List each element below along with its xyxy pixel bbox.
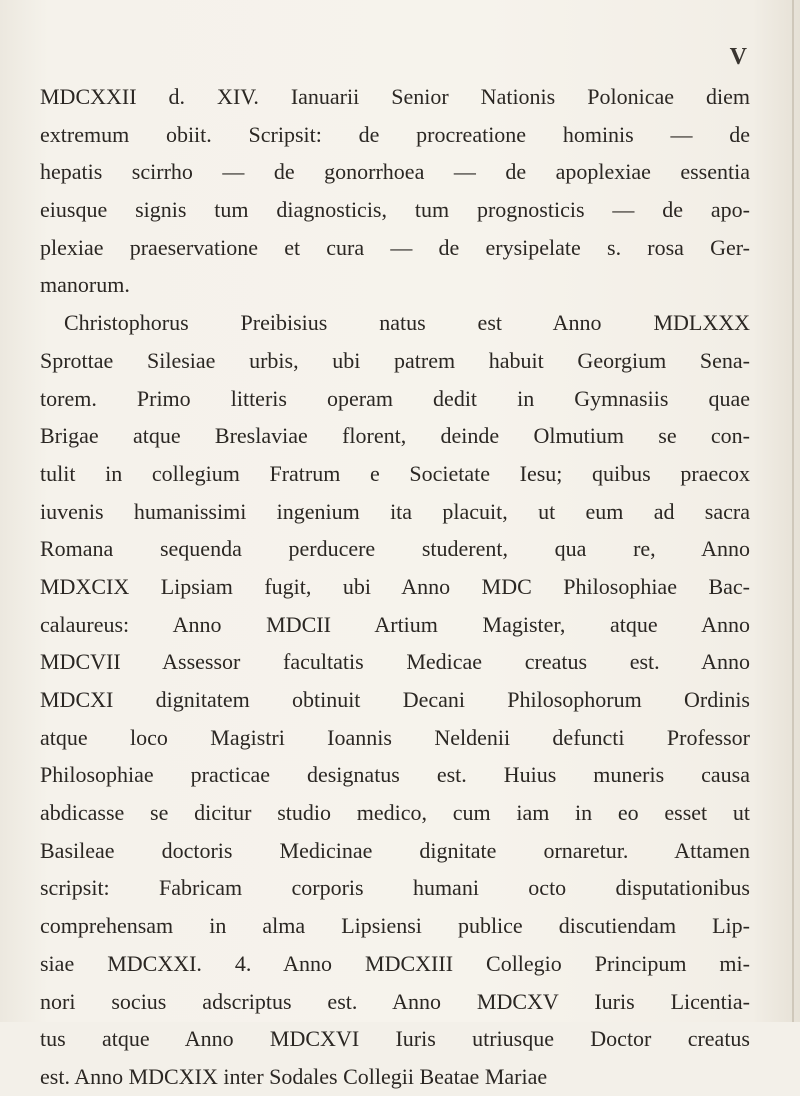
text-line: atque loco Magistri Ioannis Neldenii defuncti Professor: [40, 724, 750, 750]
text-line: manorum.: [40, 272, 130, 298]
body-text: [40, 78, 750, 1096]
text-line: est. Anno MDCXIX inter Sodales Collegii Beatae Mariae: [40, 1063, 548, 1089]
page-edge-line: [792, 0, 794, 1022]
text-line: nori socius adscriptus est. Anno MDCXV Iuris Licentia-: [40, 988, 750, 1014]
text-line: Brigae atque Breslaviae florent, deinde Olmutium se con-: [40, 423, 750, 449]
text-line: tus atque Anno MDCXVI Iuris utriusque Doctor creatus: [40, 1026, 750, 1052]
paragraph-start-line: Christophorus Preibisius natus est Anno MDLXXX: [64, 310, 750, 336]
text-line: MDXCIX Lipsiam fugit, ubi Anno MDC Philosophiae Bac-: [40, 573, 750, 599]
text-line: extremum obiit. Scripsit: de procreatione hominis — de: [40, 121, 750, 147]
text-line: MDCXI dignitatem obtinuit Decani Philosophorum Ordinis: [40, 687, 750, 712]
text-line: hepatis scirrho — de gonorrhoea — de apoplexiae essentia: [40, 159, 750, 185]
text-line: tulit in collegium Fratrum e Societate Iesu; quibus praecox: [40, 460, 750, 486]
text-line: scripsit: Fabricam corporis humani octo disputationibus: [40, 875, 750, 901]
text-line: abdicasse se dicitur studio medico, cum iam in eo esset ut: [40, 800, 750, 826]
text-line: Romana sequenda perducere studerent, qua re, Anno: [40, 536, 750, 562]
text-line: Sprottae Silesiae urbis, ubi patrem habuit Georgium Sena-: [40, 347, 750, 373]
text-line: iuvenis humanissimi ingenium ita placuit, ut eum ad sacra: [40, 498, 750, 524]
text-line: torem. Primo litteris operam dedit in Gymnasiis quae: [40, 385, 750, 411]
text-line: MDCVII Assessor facultatis Medicae creatus est. Anno: [40, 649, 750, 675]
signature-mark: V: [729, 44, 748, 70]
text-line: calaureus: Anno MDCII Artium Magister, atque Anno: [40, 611, 750, 637]
text-line: siae MDCXXI. 4. Anno MDCXIII Collegio Principum mi-: [40, 950, 750, 976]
text-line: plexiae praeservatione et cura — de erysipelate s. rosa Ger-: [40, 234, 750, 260]
text-line: eiusque signis tum diagnosticis, tum prognosticis — de apo-: [40, 197, 750, 223]
text-line: MDCXXII d. XIV. Ianuarii Senior Nationis Polonicae diem: [40, 84, 750, 109]
text-line: Basileae doctoris Medicinae dignitate ornaretur. Attamen: [40, 837, 750, 863]
text-line: comprehensam in alma Lipsiensi publice discutiendam Lip-: [40, 913, 750, 939]
text-line: Philosophiae practicae designatus est. Huius muneris causa: [40, 762, 750, 788]
